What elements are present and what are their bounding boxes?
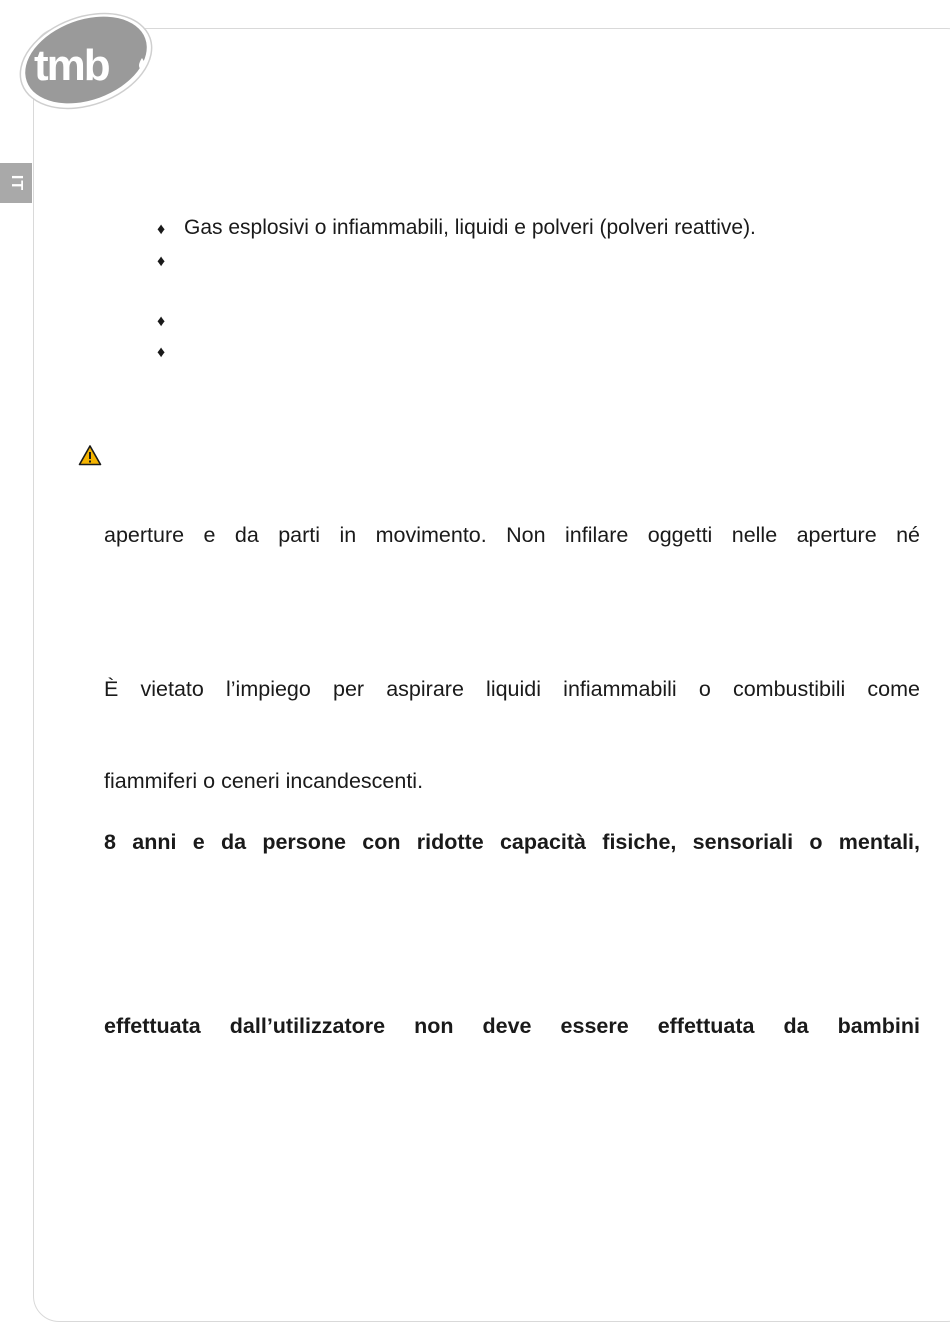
- bullet-item-1: Gas esplosivi o infiammabili, liquidi e polveri (polveri reattive).: [184, 216, 756, 239]
- tmb-logo: [14, 6, 159, 110]
- bullet-marker: ♦: [157, 221, 166, 238]
- bullet-marker: ♦: [157, 313, 166, 330]
- svg-text:tmb: tmb: [34, 41, 109, 90]
- warning-icon: [78, 444, 102, 466]
- text-line-vietato: È vietato l’impiego per aspirare liquidi infiammabili o combustibili come: [104, 677, 920, 701]
- text-line-effettuata: effettuata dall’utilizzatore non deve essere effettuata da bambini: [104, 1014, 920, 1038]
- text-line-aperture: aperture e da parti in movimento. Non infilare oggetti nelle aperture né: [104, 523, 920, 547]
- text-line-fiammiferi: fiammiferi o ceneri incandescenti.: [104, 769, 424, 793]
- bullet-marker: ♦: [157, 253, 166, 270]
- bullet-marker: ♦: [157, 344, 166, 361]
- text-line-8-anni: 8 anni e da persone con ridotte capacità fisiche, sensoriali o mentali,: [104, 830, 920, 854]
- language-tab-label: IT: [8, 174, 25, 192]
- language-tab: [0, 163, 32, 203]
